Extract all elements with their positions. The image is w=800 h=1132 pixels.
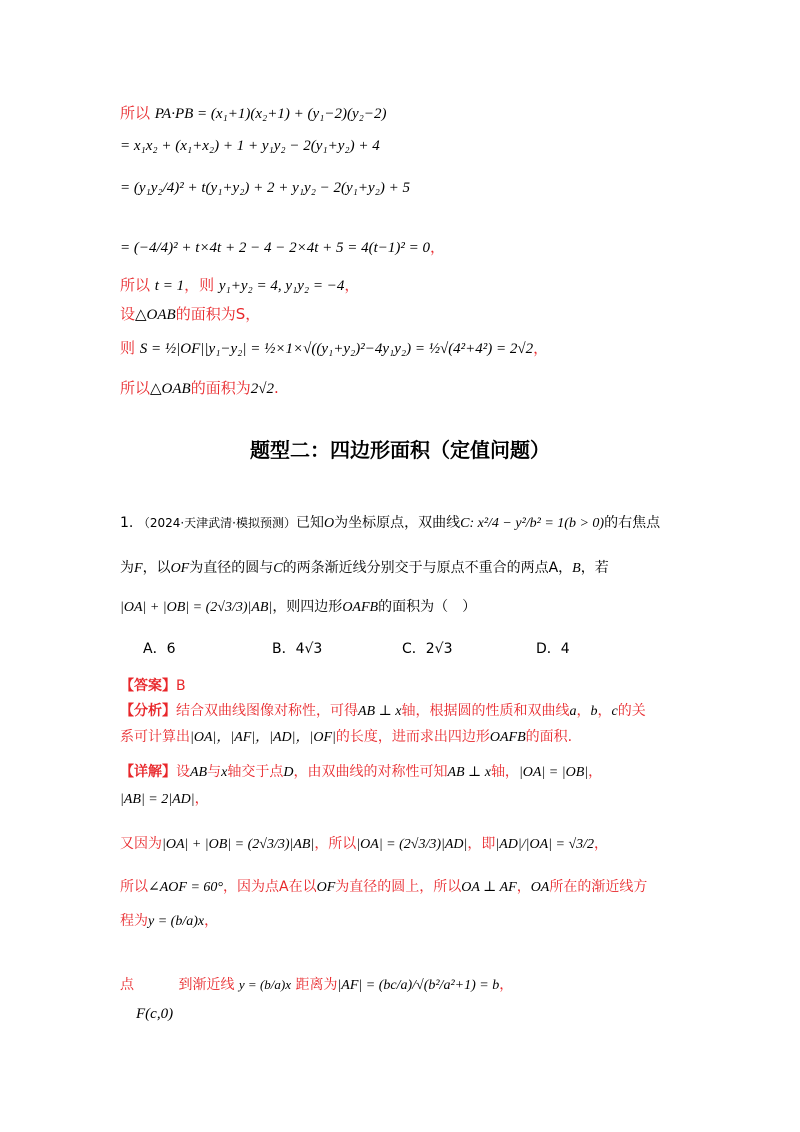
option-a[interactable]: A．6 [143,641,176,657]
question-number: 1. [120,515,134,531]
question-line-2: 为F，以OF为直径的圆与C的两条渐近线分别交于与原点不重合的两点A，B，若 [120,560,609,576]
analysis-line-1: 【分析】结合双曲线图像对称性，可得AB ⊥ x轴，根据圆的性质和双曲线a，b，c的关 [120,703,646,719]
formula: |OA| + |OB| = (2√3/3)|AB| [120,600,273,615]
solution-line-8: 所以△OAB的面积为2√2. [120,379,279,397]
formula: |AF| = (bc/a)/√(b²/a²+1) = b [337,978,500,993]
solution-line-5: 所以 t = 1，则 y₁+y₂ = 4, y₁y₂ = −4， [120,276,360,294]
detail-line-5: 程为y = (b/a)x， [120,913,219,929]
question-line-1: 1. （2024·天津武清·模拟预测）已知O为坐标原点，双曲线C: x²/4 − y²/b² = 1(b > 0)的右焦点 [120,515,661,531]
detail-line-2: |AB| = 2|AD|， [120,791,209,807]
option-d[interactable]: D．4 [536,641,570,657]
section-title: 题型二：四边形面积（定值问题） [250,438,550,462]
option-b[interactable]: B．4√3 [272,641,323,657]
solution-line-6: 设△OAB的面积为S， [120,305,261,323]
formula: = x₁x₂ + (x₁+x₂) + 1 + y₁y₂ − 2(y₁+y₂) + 4 [120,138,380,154]
option-c[interactable]: C．2√3 [402,641,453,657]
hyperbola-equation: C: x²/4 − y²/b² = 1(b > 0) [460,516,605,531]
question-line-3: |OA| + |OB| = (2√3/3)|AB|，则四边形OAFB的面积为（ ） [120,599,477,615]
solution-line-3 [120,178,410,197]
formula: = (y₁y₂/4)² + t(y₁+y₂) + 2 + y₁y₂ − 2(y₁+y₂) + 5 [120,180,411,196]
formula: S = ½|OF||y₁−y₂| = ½×1×√((y₁+y₂)²−4y₁y₂) = ½√(4²+4²) = 2√2 [139,341,534,357]
formula: = (−4/4)² + t×4t + 2 − 4 − 2×4t + 5 = 4(t−1)² = 0 [120,240,431,256]
detail-line-3: 又因为|OA| + |OB| = (2√3/3)|AB|，所以|OA| = (2√3/3)|AD|，即|AD|/|OA| = √3/2， [120,836,609,852]
analysis-line-2: 系可计算出|OA|，|AF|，|AD|，|OF|的长度，进而求出四边形OAFB的面积. [120,729,573,745]
analysis-label: 【分析】 [120,703,176,719]
solution-line-1: 所以 PA·PB = (x₁+1)(x₂+1) + (y₁−2)(y₂−2) [120,104,387,122]
detail-line-4: 所以∠AOF = 60°，因为点A在以OF为直径的圆上，所以OA ⊥ AF，OA所在的渐近线方 [120,879,648,895]
detail-label: 【详解】 [120,764,176,780]
solution-line-4: = (−4/4)² + t×4t + 2 − 4 − 2×4t + 5 = 4(t−1)² = 0， [120,238,446,256]
solution-line-7: 则 S = ½|OF||y₁−y₂| = ½×1×√((y₁+y₂)²−4y₁y₂) = ½√(4²+4²) = 2√2， [120,339,549,357]
detail-point-f: F(c,0) [136,1006,174,1022]
formula: PA·PB = (x₁+1)(x₂+1) + (y₁−2)(y₂−2) [154,106,387,122]
answer-value: B [176,678,186,694]
question-source: （2024·天津武清·模拟预测） [137,516,296,530]
detail-line-1: 【详解】设AB与x轴交于点D，由双曲线的对称性可知AB ⊥ x轴，|OA| = |OB|， [120,764,603,780]
answer-line [120,675,186,695]
answer-label: 【答案】 [120,678,176,694]
solution-line-2 [120,136,380,155]
detail-line-6: 点 到渐近线 y = (b/a)x 距离为|AF| = (bc/a)/√(b²/a²+1) = b， [120,977,514,993]
